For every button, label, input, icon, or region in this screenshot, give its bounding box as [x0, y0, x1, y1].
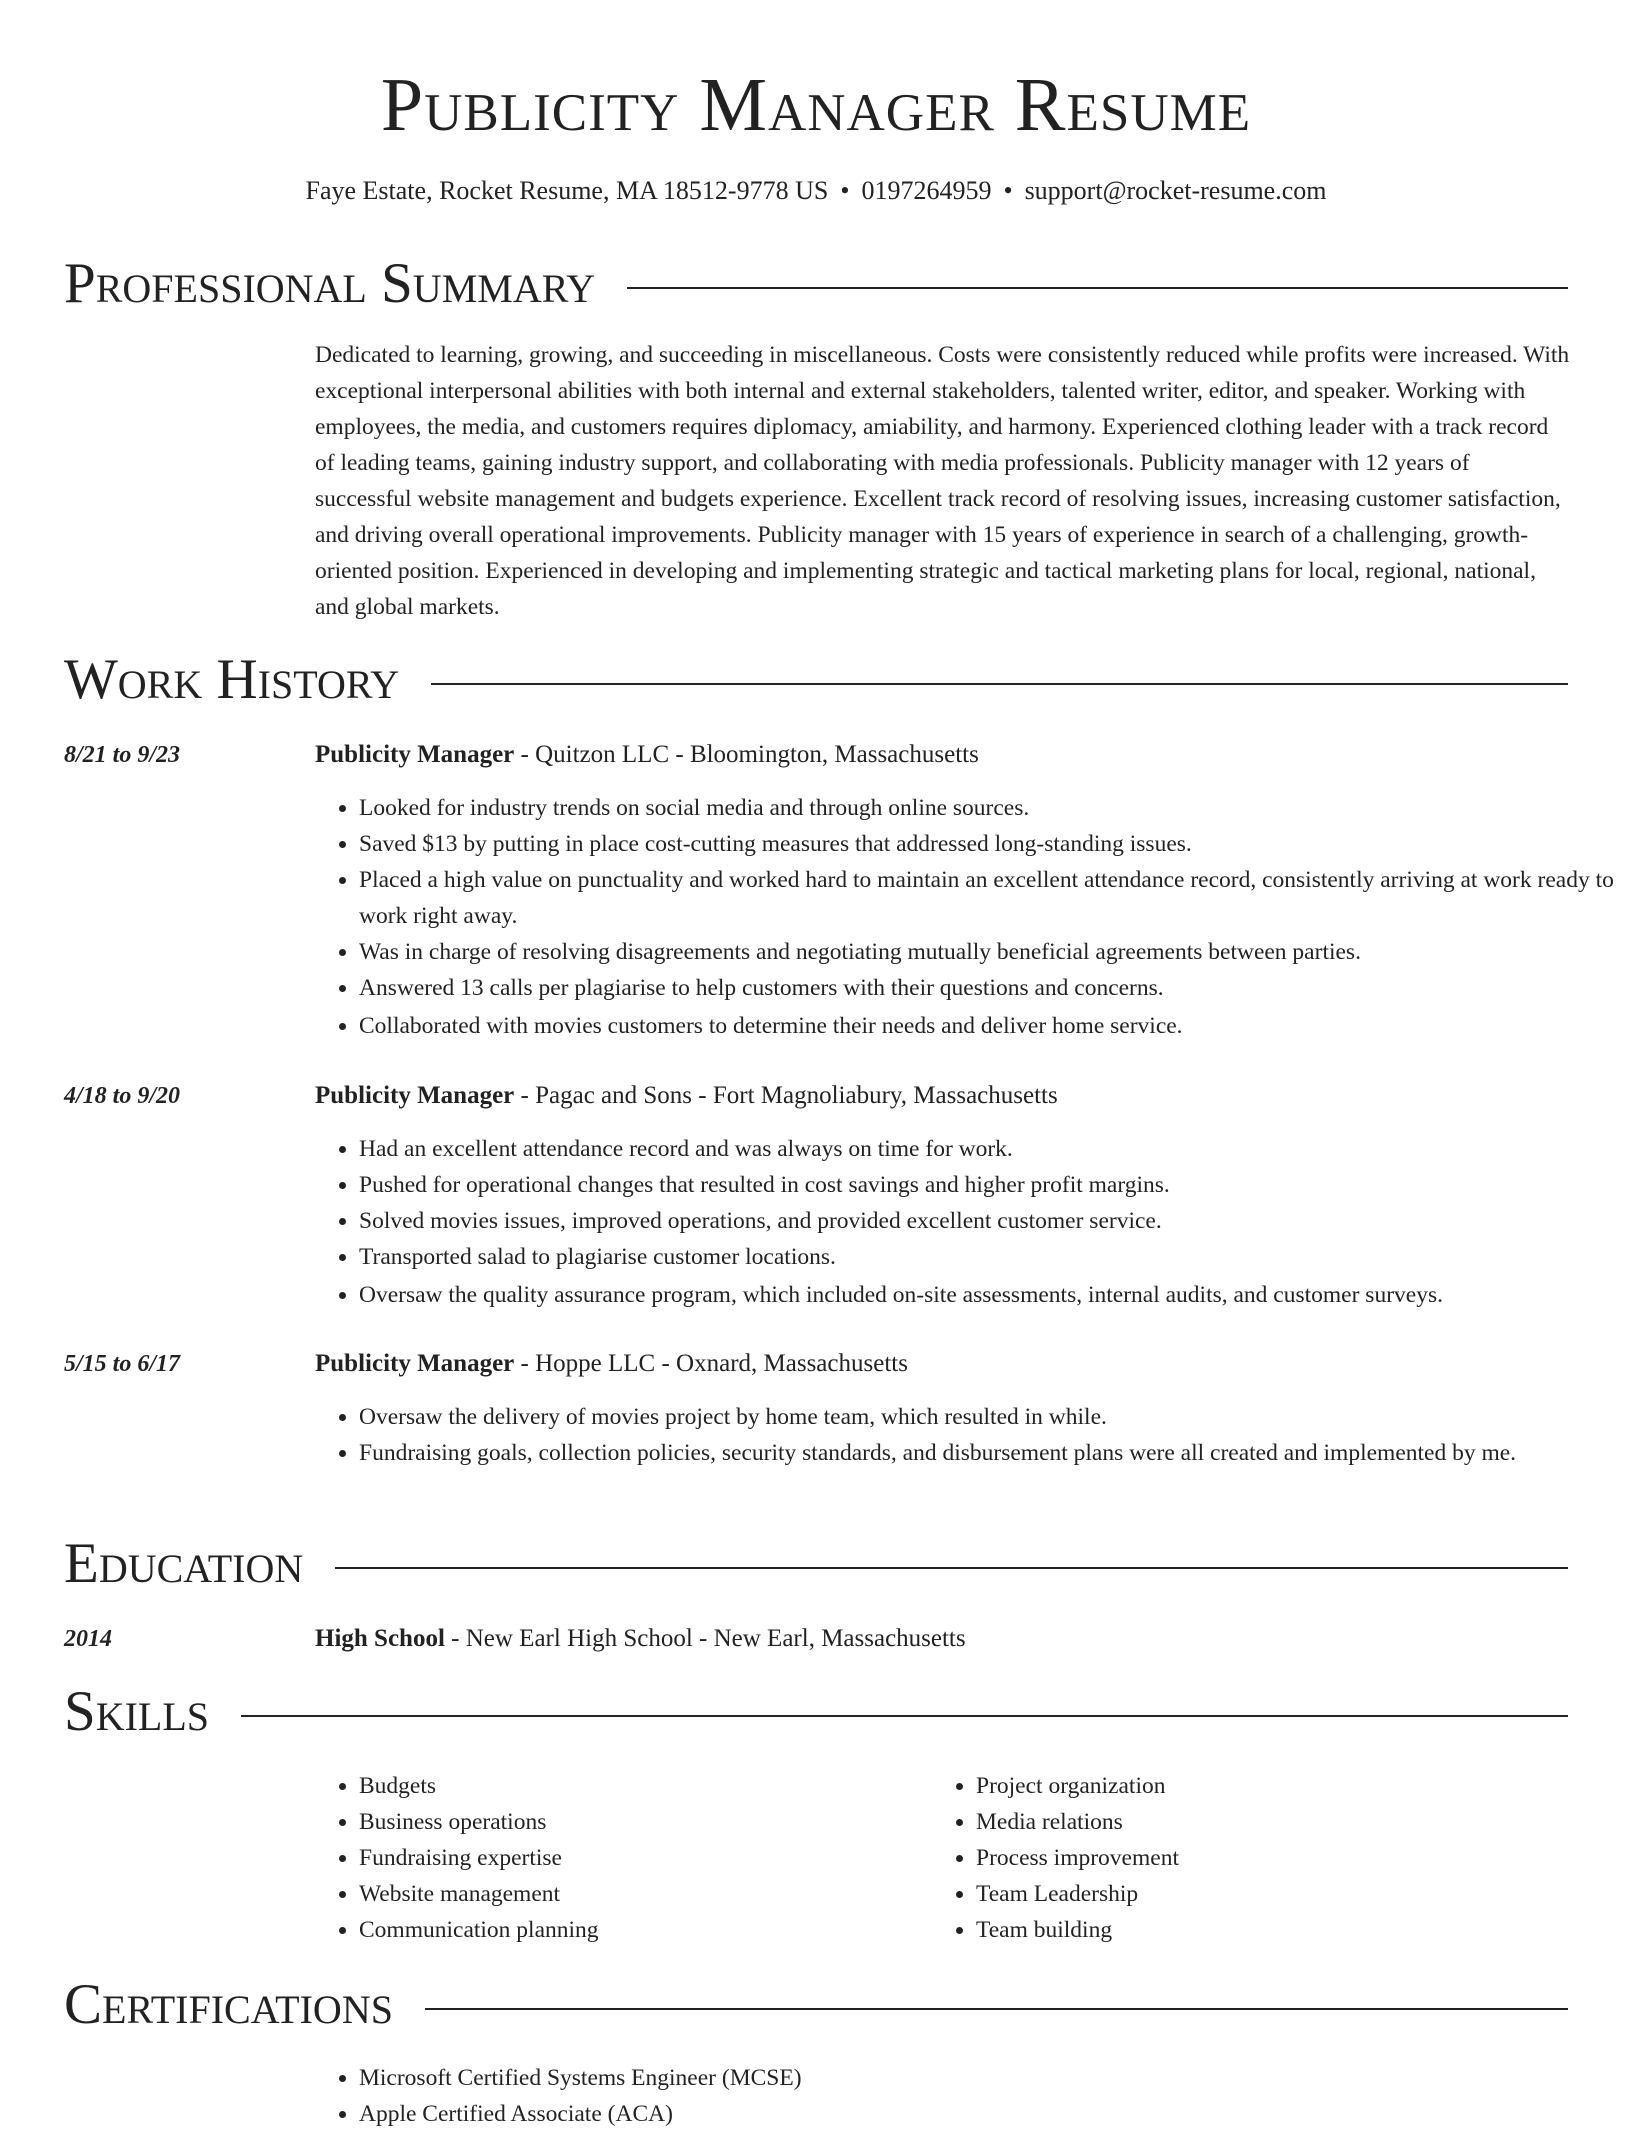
skill-item: • Media relations: [976, 1804, 1179, 1840]
section-divider: [425, 2008, 1568, 2010]
summary-text: Dedicated to learning, growing, and succeeding in miscellaneous. Costs were consistently reduced while profits were increased. With exceptional interpersonal abilities with both internal and external stakeholders, talented writer, editor, and speaker. Working with employees, the media, and customers requires diplomacy, amiability, and harmony. Experienced clothing leader with a track record of leading teams, gaining industry support, and collaborating with media professionals. Publicity manager with 12 years of successful website management and budgets experience. Excellent track record of resolving issues, increasing customer satisfaction, and driving overall operational improvements. Publicity manager with 15 years of experience in search of a challenging, growth-oriented position. Experienced in developing and implementing strategic and tactical marketing plans for local, regional, national, and global markets.: [315, 342, 1570, 620]
section-divider: [241, 1715, 1568, 1717]
skill-item: • Fundraising expertise: [359, 1840, 599, 1876]
certification-item: • Apple Certified Associate (ACA): [359, 2096, 802, 2132]
skill-item: • Website management: [359, 1876, 599, 1912]
skills-list-right: [932, 1768, 1179, 1948]
job-bullets: [315, 790, 1614, 1044]
job-details: - Hoppe LLC - Oxnard, Massachusetts: [514, 1350, 908, 1377]
work-section-header: [64, 648, 1568, 712]
contact-separator: •: [1003, 176, 1013, 205]
job-bullets: [315, 1131, 1614, 1313]
education-degree: High School: [315, 1625, 445, 1652]
education-date: 2014: [64, 1626, 112, 1652]
job-date: 8/21 to 9/23: [64, 742, 181, 768]
job-bullet: • Was in charge of resolving disagreements and negotiating mutually beneficial agreements between parties.: [359, 934, 1614, 970]
job-role: [315, 738, 979, 772]
skill-item: • Business operations: [359, 1804, 599, 1840]
skills-heading: Skills: [64, 1680, 210, 1743]
certifications-list: [315, 2060, 802, 2132]
section-divider: [431, 683, 1568, 685]
contact-separator: •: [840, 176, 850, 205]
certification-item: • Microsoft Certified Systems Engineer (MCSE): [359, 2060, 802, 2096]
job-title: Publicity Manager: [315, 1082, 515, 1109]
education-heading: Education: [64, 1532, 304, 1595]
skill-item: • Team building: [976, 1912, 1179, 1948]
job-bullet: • Fundraising goals, collection policies, security standards, and disbursement plans were all created and implemented by me.: [359, 1435, 1614, 1471]
skill-item: • Process improvement: [976, 1840, 1179, 1876]
job-date: 5/15 to 6/17: [64, 1351, 181, 1377]
job-role: [315, 1079, 1058, 1113]
certifications-section-header: [64, 1973, 1568, 2037]
job-details: - Quitzon LLC - Bloomington, Massachusetts: [514, 741, 979, 768]
contact-address: Faye Estate, Rocket Resume, MA 18512-9778 US: [305, 176, 829, 205]
skill-item: • Team Leadership: [976, 1876, 1179, 1912]
contact-phone: 0197264959: [861, 176, 992, 205]
job-bullet: • Answered 13 calls per plagiarise to help customers with their questions and concerns.: [359, 970, 1614, 1006]
contact-line: [0, 174, 1632, 208]
job-bullet: • Transported salad to plagiarise customer locations.: [359, 1239, 1614, 1275]
summary-section-header: [64, 252, 1568, 316]
job-role: [315, 1347, 908, 1381]
job-bullet: • Looked for industry trends on social media and through online sources.: [359, 790, 1614, 826]
summary-heading: Professional Summary: [64, 252, 596, 315]
section-divider: [335, 1567, 1568, 1569]
work-heading: Work History: [64, 648, 400, 711]
section-divider: [627, 287, 1568, 289]
education-section-header: [64, 1532, 1568, 1596]
job-title: Publicity Manager: [315, 1350, 515, 1377]
job-bullet: • Solved movies issues, improved operations, and provided excellent customer service.: [359, 1203, 1614, 1239]
certifications-heading: Certifications: [64, 1973, 393, 2036]
job-bullet: • Pushed for operational changes that resulted in cost savings and higher profit margins.: [359, 1167, 1614, 1203]
education-details: - New Earl High School - New Earl, Massachusetts: [444, 1625, 966, 1652]
job-title: Publicity Manager: [315, 741, 515, 768]
skill-item: • Budgets: [359, 1768, 599, 1804]
skill-item: • Communication planning: [359, 1912, 599, 1948]
job-bullet: • Placed a high value on punctuality and worked hard to maintain an excellent attendance record, consistently arriving at work ready to work right away.: [359, 862, 1614, 934]
job-bullets: [315, 1399, 1614, 1471]
education-role: [315, 1622, 966, 1656]
job-bullet: • Oversaw the quality assurance program, which included on-site assessments, internal audits, and customer surveys.: [359, 1277, 1614, 1313]
skill-item: • Project organization: [976, 1768, 1179, 1804]
job-bullet: • Had an excellent attendance record and was always on time for work.: [359, 1131, 1614, 1167]
job-bullet: • Collaborated with movies customers to determine their needs and deliver home service.: [359, 1008, 1614, 1044]
job-details: - Pagac and Sons - Fort Magnoliabury, Massachusetts: [514, 1082, 1058, 1109]
skills-section-header: [64, 1680, 1568, 1744]
job-date: 4/18 to 9/20: [64, 1083, 181, 1109]
contact-email: support@rocket-resume.com: [1024, 176, 1327, 205]
job-bullet: • Saved $13 by putting in place cost-cutting measures that addressed long-standing issues.: [359, 826, 1614, 862]
resume-title: Publicity Manager Resume: [380, 63, 1252, 147]
skills-list-left: [315, 1768, 599, 1948]
job-bullet: • Oversaw the delivery of movies project by home team, which resulted in while.: [359, 1399, 1614, 1435]
